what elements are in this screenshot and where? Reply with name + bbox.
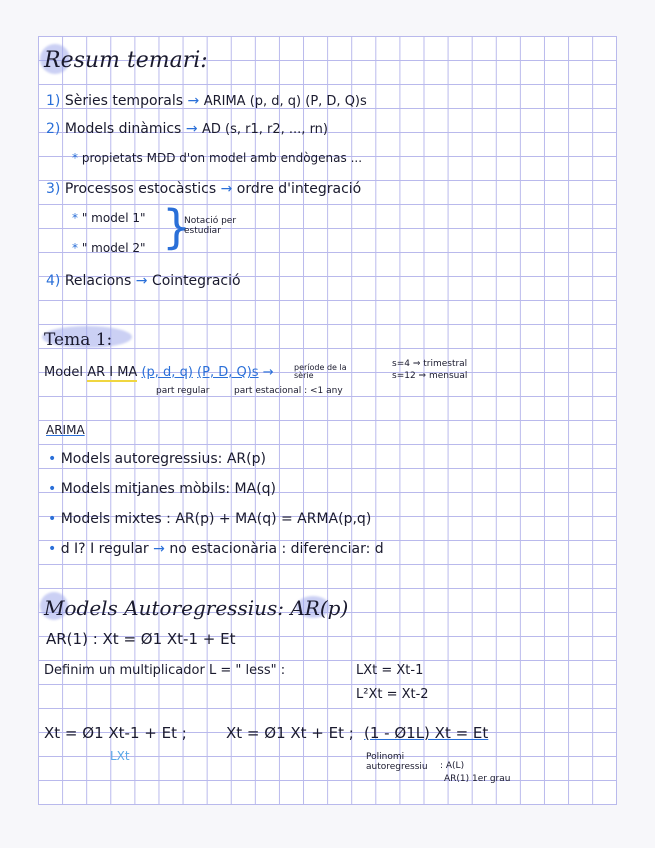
star-bullet-icon: * [72,241,78,255]
part-regular-label: part regular [156,386,210,396]
arima-bullet-4: • d I? I regular → no estacionària : diferenciar: d [48,541,384,557]
arrow-right-icon: → [185,121,198,137]
star-bullet-icon: * [72,211,78,225]
arima-bullet-3: • Models mixtes : AR(p) + MA(q) = ARMA(p,q) [48,511,372,527]
curly-brace-icon: } [162,200,192,254]
page-title: Resum temari: [44,48,208,73]
eq-3: (1 - Ø1L) Xt = Et [364,724,489,742]
model-2: * " model 2" [72,241,146,255]
eq-1: Xt = Ø1 Xt-1 + Et ; [44,724,187,742]
s4-note: s=4 ⇒ trimestral [392,359,468,369]
lxt-annotation: LXt [110,749,130,763]
ar1-equation: AR(1) : Xt = Ø1 Xt-1 + Et [46,630,236,648]
ar1-grau: AR(1) 1er grau [444,774,511,784]
arima-bullet-1: • Models autoregressius: AR(p) [48,451,266,467]
model-arima-line: Model AR I MA (p, d, q) (P, D, Q)s → [44,365,274,380]
polinomi-note: Polinomi autoregressiu [366,752,428,772]
bullet-dot-icon: • [48,511,57,527]
eq-2: Xt = Ø1 Xt + Et ; [226,724,354,742]
bullet-dot-icon: • [48,541,57,557]
tema1-title: Tema 1: [44,330,113,350]
arima-heading: ARIMA [46,423,85,437]
summary-item-1: 1) Sèries temporals → ARIMA (p, d, q) (P, D, Q)s [46,93,367,109]
lag-1: LXt = Xt-1 [356,663,424,678]
polinomi-al: : A(L) [440,761,465,771]
summary-item-4: 4) Relacions → Cointegració [46,273,241,289]
notebook-page [38,36,617,805]
arrow-right-icon: → [153,541,165,557]
arrow-right-icon: → [220,181,233,197]
star-bullet-icon: * [72,151,78,165]
periode-note: període de la sèrie [294,363,347,381]
arima-bullet-2: • Models mitjanes mòbils: MA(q) [48,481,277,497]
part-estacional-label: part estacional : <1 any [234,386,343,396]
s12-note: s=12 ⇒ mensual [392,371,468,381]
ar-title: Models Autoregressius: AR(p) [44,596,349,620]
arrow-right-icon: → [262,365,274,380]
model-1: * " model 1" [72,211,146,225]
definition-line: Definim un multiplicador L = " less" : [44,663,286,678]
arrow-right-icon: → [135,273,148,289]
arrow-right-icon: → [187,93,200,109]
notation-note: Notació per estudiar [184,216,237,236]
bullet-dot-icon: • [48,451,57,467]
bullet-dot-icon: • [48,481,57,497]
summary-item-3: 3) Processos estocàstics → ordre d'integració [46,181,362,197]
summary-item-2-sub: * propietats MDD d'on model amb endògenas ... [72,151,363,165]
lag-2: L²Xt = Xt-2 [356,687,429,702]
summary-item-2: 2) Models dinàmics → AD (s, r1, r2, ..., rn) [46,121,328,137]
